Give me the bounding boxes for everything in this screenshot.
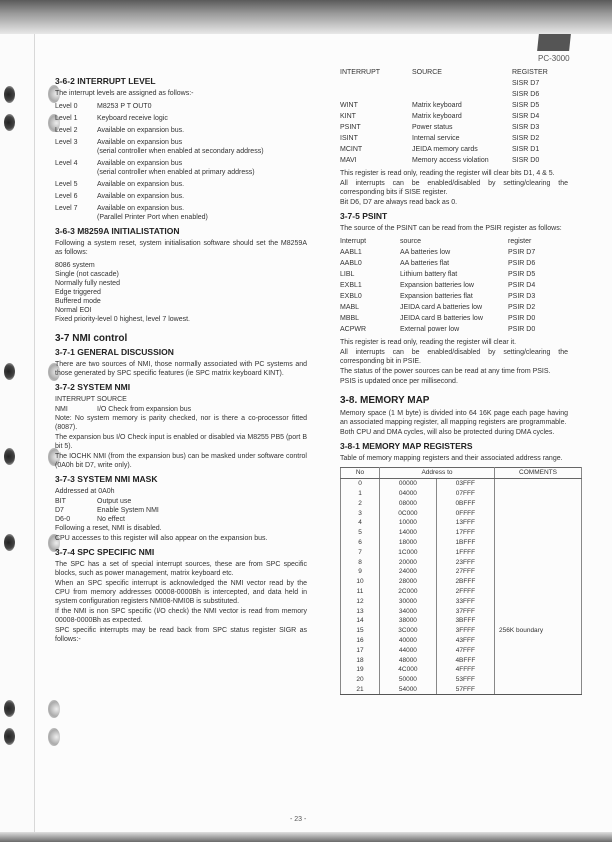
sisr-cell (340, 79, 412, 88)
table-row (341, 528, 582, 538)
cell-no: 13 (341, 606, 380, 616)
level-row (55, 102, 307, 111)
cell-no: 16 (341, 636, 380, 646)
header-no: No (341, 468, 380, 479)
psir-cell: PSIR D0 (508, 326, 536, 333)
table-row (341, 626, 582, 636)
cell-comment (495, 547, 582, 557)
cell-address-to: 23FFF (436, 557, 494, 567)
table-row (341, 587, 582, 597)
paragraph: All interrupts can be enabled/disabled by setting/clearing the corresponding bit in PSIE. (340, 349, 568, 365)
sisr-cell (412, 90, 512, 99)
level-desc: M8253 P T OUT0 (97, 103, 152, 110)
cell-no: 3 (341, 508, 380, 518)
sisr-cell (412, 79, 512, 88)
mask-bit-row (55, 497, 307, 506)
cell-comment (495, 587, 582, 597)
cell-address-from: 08000 (380, 498, 437, 508)
paragraph: The IOCHK NMI (from the expansion bus) can be masked under software control (0A0h bit D7, write only). (55, 453, 307, 469)
level-desc: Available on expansion bus. (97, 193, 185, 200)
cell-address-to: 37FFF (436, 606, 494, 616)
heading-interrupt-level: 3-6-2 INTERRUPT LEVEL (55, 76, 156, 86)
table-row (341, 489, 582, 499)
cell-address-to: 3BFFF (436, 616, 494, 626)
sisr-cell: Matrix keyboard (412, 113, 462, 120)
bit-key: BIT (55, 498, 66, 505)
table-row (341, 508, 582, 518)
psir-cell: External power low (400, 326, 460, 333)
cell-comment (495, 498, 582, 508)
heading-spc-specific-nmi: 3-7-4 SPC SPECIFIC NMI (55, 547, 155, 557)
cell-address-to: 4BFFF (436, 655, 494, 665)
level-value (97, 138, 307, 156)
level-row (55, 114, 307, 123)
level-key: Level 7 (55, 205, 78, 212)
sisr-cell: PSINT (340, 124, 361, 131)
level-key: Level 5 (55, 181, 78, 188)
cell-comment (495, 528, 582, 538)
binder-hole-icon (4, 86, 15, 103)
level-row (55, 126, 307, 135)
cell-no: 10 (341, 577, 380, 587)
sisr-notes (340, 169, 568, 207)
sisr-table (340, 68, 568, 165)
level-note: (Parallel Printer Port when enabled) (97, 214, 208, 221)
init-item: 8086 system (55, 262, 95, 269)
cell-address-to: 0BFFF (436, 498, 494, 508)
cell-address-from: 40000 (380, 636, 437, 646)
cell-address-to: 1BFFF (436, 538, 494, 548)
psir-table (340, 237, 568, 334)
mask-bit-row (55, 515, 307, 524)
cell-address-from: 3C000 (380, 626, 437, 636)
cell-comment (495, 538, 582, 548)
section-tab-marker (537, 34, 571, 51)
paragraph: Bit D6, D7 are always read back as 0. (340, 199, 458, 206)
paragraph: All interrupts can be enabled/disabled by setting/clearing the corresponding bits if SISE register. (340, 180, 568, 196)
paragraph: If the NMI is non SPC specific (I/O check) the NMI vector is read from memory 00008-0000Bh as expected. (55, 608, 307, 624)
psir-cell: AA batteries low (400, 249, 451, 256)
sisr-header: REGISTER (512, 69, 548, 76)
table-row (341, 538, 582, 548)
psir-cell: PSIR D3 (508, 293, 536, 300)
binder-hole-icon (4, 448, 15, 465)
level-row (55, 159, 307, 177)
sisr-cell: WINT (340, 102, 358, 109)
level-desc: Available on expansion bus. (97, 205, 185, 212)
cell-comment (495, 675, 582, 685)
psir-notes (340, 338, 568, 386)
scan-top-shadow (0, 0, 612, 34)
level-key: Level 0 (55, 103, 78, 110)
cell-no: 21 (341, 685, 380, 695)
cell-address-to: 2FFFF (436, 587, 494, 597)
bit-key: D6-0 (55, 516, 71, 523)
sisr-cell: SISR D6 (512, 91, 540, 98)
psir-cell: ACPWR (340, 326, 367, 333)
level-key: Level 3 (55, 139, 78, 146)
cell-address-to: 3FFFF (436, 626, 494, 636)
sisr-cell: JEIDA memory cards (412, 146, 478, 153)
cell-address-to: 47FFF (436, 645, 494, 655)
punched-hole-icon (48, 700, 60, 718)
cell-address-from: 00000 (380, 478, 437, 488)
table-row (341, 478, 582, 488)
paragraph: Following a reset, NMI is disabled. (55, 525, 162, 532)
sisr-cell: SISR D2 (512, 135, 540, 142)
binder-hole-icon (4, 700, 15, 717)
cell-address-to: 27FFF (436, 567, 494, 577)
psir-header: source (400, 238, 422, 245)
cell-comment (495, 606, 582, 616)
level-key: Level 6 (55, 193, 78, 200)
cell-address-to: 33FFF (436, 596, 494, 606)
cell-address-from: 28000 (380, 577, 437, 587)
product-header: PC-3000 (538, 54, 570, 63)
table-row (341, 557, 582, 567)
cell-address-from: 44000 (380, 645, 437, 655)
heading-psint: 3-7-5 PSINT (340, 211, 388, 221)
init-item: Buffered mode (55, 298, 101, 305)
table-row (341, 518, 582, 528)
paragraph: Memory space (1 M byte) is divided into 64 16K page each page having an associated mapping register, all mapping registers are programmable. (340, 410, 568, 426)
table-row (341, 567, 582, 577)
init-item: Single (not cascade) (55, 271, 119, 278)
table-row (341, 675, 582, 685)
heading-system-nmi: 3-7-2 SYSTEM NMI (55, 382, 131, 392)
psir-header: Interrupt (340, 238, 367, 245)
table-row (341, 645, 582, 655)
cell-no: 2 (341, 498, 380, 508)
level-value (97, 102, 307, 111)
init-settings-list (55, 261, 307, 324)
paragraph: PSIS is updated once per millisecond. (340, 378, 458, 385)
level-row (55, 138, 307, 156)
page-number: - 23 - (290, 816, 307, 823)
cell-address-from: 2C000 (380, 587, 437, 597)
psir-cell: PSIR D5 (508, 271, 536, 278)
cell-comment (495, 478, 582, 488)
binder-hole-icon (4, 534, 15, 551)
sisr-cell: Internal service (412, 135, 460, 142)
level-desc: Available on expansion bus. (97, 127, 185, 134)
cell-address-from: 30000 (380, 596, 437, 606)
cell-comment (495, 655, 582, 665)
paragraph: Following a system reset, system initialisation software should set the M8259A as follows: (55, 240, 307, 256)
cell-address-to: 4FFFF (436, 665, 494, 675)
cell-no: 14 (341, 616, 380, 626)
psir-cell: EXBL0 (340, 293, 362, 300)
table-row (341, 685, 582, 695)
sisr-cell: SISR D7 (512, 80, 540, 87)
cell-comment (495, 489, 582, 499)
level-row (55, 192, 307, 201)
right-column (340, 68, 568, 695)
sisr-cell: SISR D4 (512, 113, 540, 120)
left-column (55, 72, 307, 645)
init-item: Edge triggered (55, 289, 101, 296)
cell-address-from: 34000 (380, 606, 437, 616)
cell-comment: 256K boundary (495, 626, 582, 636)
psir-cell: MBBL (340, 315, 360, 322)
table-row (341, 596, 582, 606)
cell-no: 19 (341, 665, 380, 675)
cell-address-from: 50000 (380, 675, 437, 685)
psir-header: register (508, 238, 532, 245)
table-row (341, 655, 582, 665)
level-desc: Available on expansion bus (97, 160, 183, 167)
psir-cell: JEIDA card B batteries low (400, 315, 483, 322)
sisr-cell: Matrix keyboard (412, 102, 462, 109)
psir-cell: EXBL1 (340, 282, 362, 289)
cell-no: 8 (341, 557, 380, 567)
binder-hole-icon (4, 114, 15, 131)
binder-hole-icon (4, 728, 15, 745)
scan-bottom-shadow (0, 832, 612, 842)
sisr-cell: MAVI (340, 157, 357, 164)
psir-cell: PSIR D6 (508, 260, 536, 267)
paragraph: The source of the PSINT can be read from the PSIR register as follows: (340, 225, 562, 232)
sisr-cell: SISR D5 (512, 102, 540, 109)
cell-address-from: 14000 (380, 528, 437, 538)
memory-map-table (340, 467, 582, 695)
init-item: Normally fully nested (55, 280, 120, 287)
bit-value: No effect (97, 516, 125, 523)
psir-cell: LIBL (340, 271, 355, 278)
sisr-header: SOURCE (412, 69, 442, 76)
cell-comment (495, 557, 582, 567)
cell-address-from: 04000 (380, 489, 437, 499)
cell-comment (495, 636, 582, 646)
sisr-cell (340, 90, 412, 99)
cell-comment (495, 508, 582, 518)
cell-comment (495, 685, 582, 695)
level-key: Level 4 (55, 160, 78, 167)
cell-address-from: 54000 (380, 685, 437, 695)
cell-address-from: 20000 (380, 557, 437, 567)
sisr-cell: KINT (340, 113, 356, 120)
cell-no: 0 (341, 478, 380, 488)
level-value (97, 126, 307, 135)
nmi-value: I/O Check from expansion bus (97, 406, 192, 413)
psir-cell: Expansion batteries flat (400, 293, 473, 300)
level-value (97, 114, 307, 123)
cell-comment (495, 665, 582, 675)
paragraph: This register is read only, reading the register will clear it. (340, 339, 517, 346)
paragraph: SPC specific interrupts may be read back from SPC status register SIGR as follows:- (55, 627, 307, 643)
cell-address-to: 53FFF (436, 675, 494, 685)
psir-cell: JEIDA card A batteries low (400, 304, 483, 311)
level-note: (serial controller when enabled at primary address) (97, 169, 255, 176)
nmi-key: NMI (55, 406, 68, 413)
psir-cell: PSIR D0 (508, 315, 536, 322)
sisr-cell: Memory access violation (412, 157, 489, 164)
cell-address-to: 0FFFF (436, 508, 494, 518)
table-row (341, 606, 582, 616)
cell-comment (495, 645, 582, 655)
heading-memory-map: 3-8. MEMORY MAP (340, 395, 430, 406)
level-desc: Keyboard receive logic (97, 115, 168, 122)
paragraph: The interrupt levels are assigned as follows:- (55, 90, 194, 97)
sisr-cell: SISR D1 (512, 146, 540, 153)
psir-cell: PSIR D2 (508, 304, 536, 311)
header-address: Address to (380, 468, 495, 479)
paragraph: The SPC has a set of special interrupt sources, these are from SPC specific blocks, such as power management, matrix keyboard etc. (55, 561, 307, 577)
level-desc: Available on expansion bus (97, 139, 183, 146)
bit-value: Enable System NMI (97, 507, 159, 514)
psir-cell: PSIR D4 (508, 282, 536, 289)
paragraph: This register is read only, reading the register will clear bits D1, 4 & 5. (340, 170, 555, 177)
psir-cell: Expansion batteries low (400, 282, 474, 289)
table-row (341, 547, 582, 557)
label-interrupt-source: INTERRUPT SOURCE (55, 396, 127, 403)
psir-cell: MABL (340, 304, 360, 311)
mask-bit-row (55, 506, 307, 515)
bit-value: Output use (97, 498, 132, 505)
table-row (341, 616, 582, 626)
level-value (97, 192, 307, 201)
psir-cell: AABL0 (340, 260, 362, 267)
bit-key: D7 (55, 507, 64, 514)
mask-bit-list (55, 497, 307, 524)
heading-memory-map-registers: 3-8-1 MEMORY MAP REGISTERS (340, 441, 473, 451)
cell-no: 9 (341, 567, 380, 577)
level-value (97, 180, 307, 189)
cell-address-from: 4C000 (380, 665, 437, 675)
cell-no: 5 (341, 528, 380, 538)
cell-no: 15 (341, 626, 380, 636)
cell-no: 4 (341, 518, 380, 528)
cell-address-from: 38000 (380, 616, 437, 626)
cell-no: 7 (341, 547, 380, 557)
sisr-header: INTERRUPT (340, 69, 381, 76)
sisr-cell: MCINT (340, 146, 363, 153)
punched-hole-icon (48, 728, 60, 746)
level-value (97, 204, 307, 222)
level-row (55, 180, 307, 189)
sisr-cell: Power status (412, 124, 453, 131)
cell-comment (495, 616, 582, 626)
level-desc: Available on expansion bus. (97, 181, 185, 188)
heading-m8259a-init: 3-6-3 M8259A INITIALISTATION (55, 226, 180, 236)
init-item: Fixed priority-level 0 highest, level 7 lowest. (55, 316, 191, 323)
level-note: (serial controller when enabled at secondary address) (97, 148, 264, 155)
psir-cell: AA batteries flat (400, 260, 450, 267)
cell-address-to: 07FFF (436, 489, 494, 499)
table-row (341, 665, 582, 675)
cell-address-to: 17FFF (436, 528, 494, 538)
cell-address-to: 57FFF (436, 685, 494, 695)
psir-cell: Lithium battery flat (400, 271, 458, 278)
paragraph: There are two sources of NMI, those normally associated with PC systems and those generated by SPC specific features (ie SPC matrix keyboard KINT). (55, 361, 307, 377)
sisr-cell: SISR D3 (512, 124, 540, 131)
cell-no: 6 (341, 538, 380, 548)
cell-address-from: 48000 (380, 655, 437, 665)
table-row (341, 498, 582, 508)
paragraph: When an SPC specific interrupt is acknowledged the NMI vector read by the CPU from memory addresses 00008-0000Bh is intercepted, and data held in system configuration registers NMI08-NMI0B is substituted. (55, 580, 307, 605)
heading-system-nmi-mask: 3-7-3 SYSTEM NMI MASK (55, 474, 158, 484)
heading-nmi-control: 3-7 NMI control (55, 333, 128, 344)
sisr-cell: ISINT (340, 135, 358, 142)
cell-no: 18 (341, 655, 380, 665)
cell-address-from: 24000 (380, 567, 437, 577)
cell-no: 11 (341, 587, 380, 597)
init-item: Normal EOI (55, 307, 92, 314)
level-key: Level 1 (55, 115, 78, 122)
cell-address-from: 18000 (380, 538, 437, 548)
cell-no: 17 (341, 645, 380, 655)
table-row (341, 636, 582, 646)
paragraph: Table of memory mapping registers and their associated address range. (340, 455, 563, 462)
binder-hole-icon (4, 363, 15, 380)
cell-address-to: 1FFFF (436, 547, 494, 557)
interrupt-level-list (55, 102, 307, 222)
paragraph: CPU accesses to this register will also appear on the expansion bus. (55, 535, 268, 542)
cell-no: 20 (341, 675, 380, 685)
cell-address-to: 43FFF (436, 636, 494, 646)
paragraph: The status of the power sources can be read at any time from PSIS. (340, 368, 551, 375)
cell-no: 1 (341, 489, 380, 499)
sisr-cell: SISR D0 (512, 157, 540, 164)
table-header-row (341, 468, 582, 479)
cell-comment (495, 518, 582, 528)
heading-general-discussion: 3-7-1 GENERAL DISCUSSION (55, 347, 174, 357)
nmi-row (55, 405, 307, 414)
cell-address-from: 10000 (380, 518, 437, 528)
cell-comment (495, 567, 582, 577)
cell-address-from: 1C000 (380, 547, 437, 557)
paragraph: Addressed at 0A0h (55, 488, 115, 495)
paragraph: Both CPU and DMA cycles, will also be protected during DMA cycles. (340, 429, 555, 436)
table-row (341, 577, 582, 587)
cell-no: 12 (341, 596, 380, 606)
psir-cell: AABL1 (340, 249, 362, 256)
cell-address-to: 13FFF (436, 518, 494, 528)
paragraph: Note: No system memory is parity checked, nor is there a co-processor fitted (8087). (55, 415, 307, 431)
cell-address-from: 0C000 (380, 508, 437, 518)
cell-address-to: 2BFFF (436, 577, 494, 587)
level-row (55, 204, 307, 222)
psir-cell: PSIR D7 (508, 249, 536, 256)
cell-comment (495, 577, 582, 587)
cell-comment (495, 596, 582, 606)
level-key: Level 2 (55, 127, 78, 134)
paragraph: The expansion bus I/O Check input is enabled or disabled via M8255 PB5 (port B bit 5). (55, 434, 307, 450)
header-comments: COMMENTS (495, 468, 582, 479)
cell-address-to: 03FFF (436, 478, 494, 488)
level-value (97, 159, 307, 177)
